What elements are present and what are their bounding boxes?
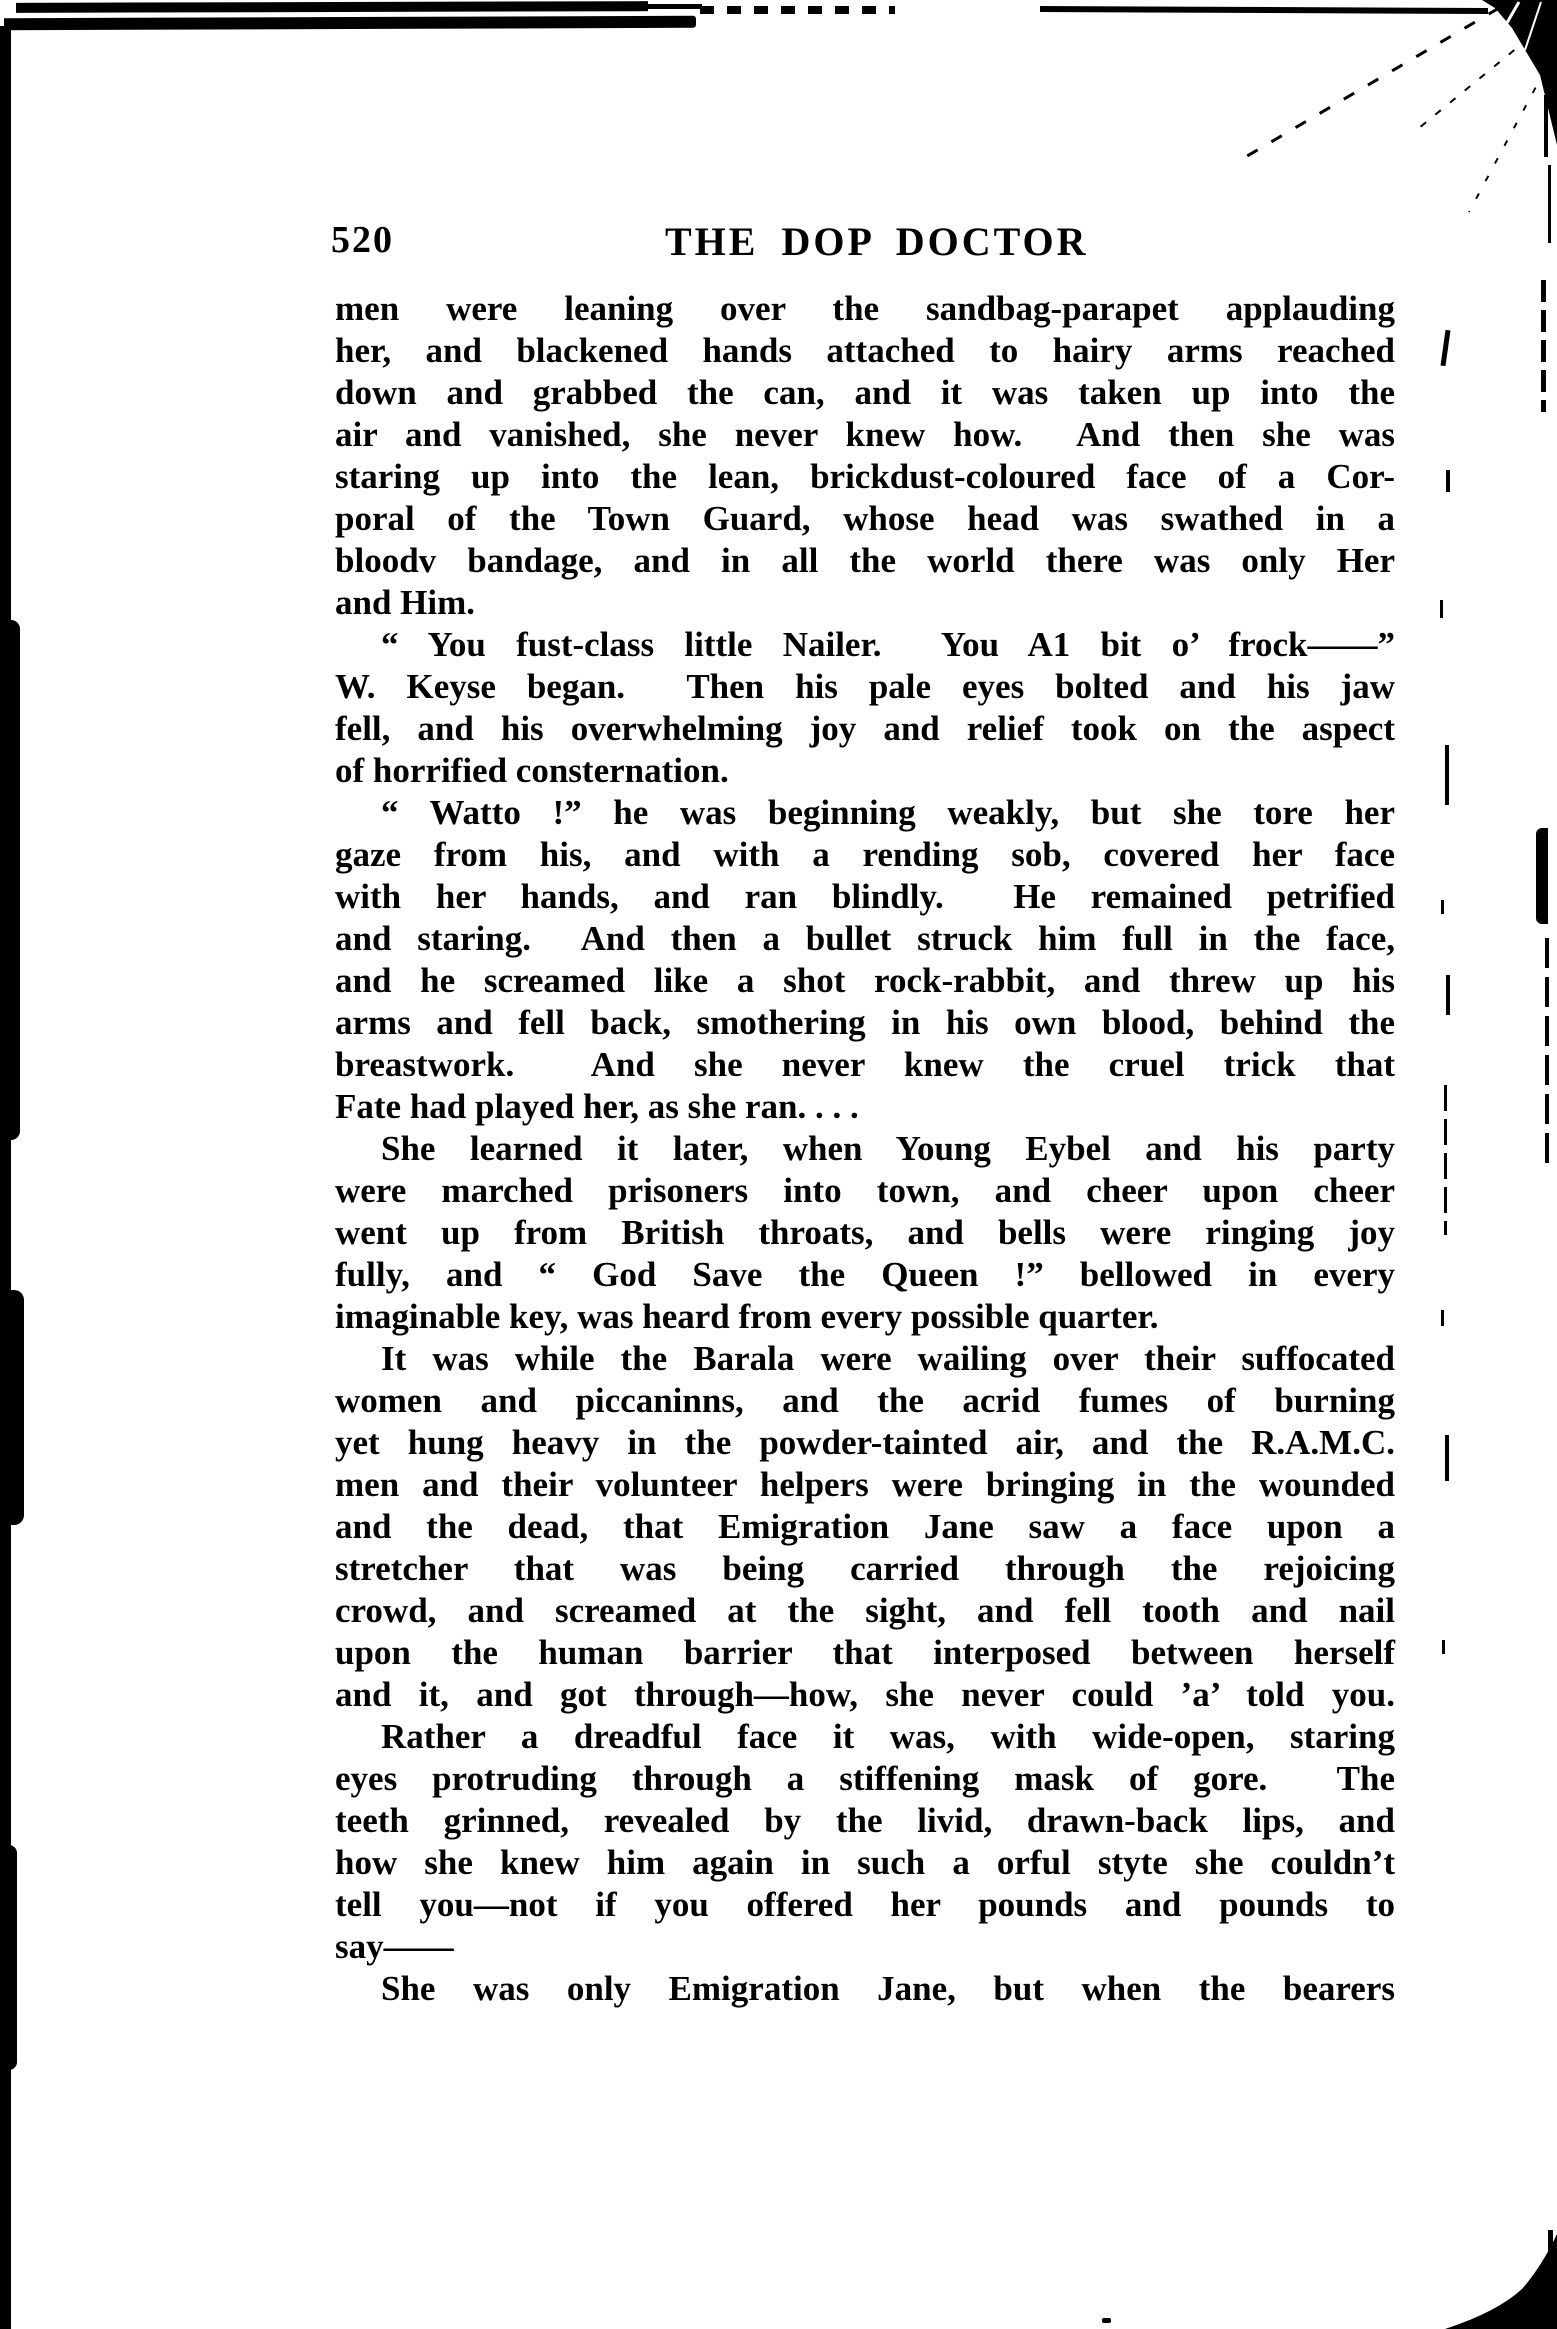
text-line: crowd, and screamed at the sight, and fell tooth and nail (335, 1591, 1395, 1630)
body-text (335, 288, 1395, 2010)
text-line: gaze from his, and with a rending sob, covered her face (335, 835, 1395, 874)
text-line: stretcher that was being carried through the rejoicing (335, 1549, 1395, 1588)
scan-artifact-corner-scratches (1097, 0, 1557, 270)
text-line: upon the human barrier that interposed between herself (335, 1633, 1395, 1672)
text-line: and it, and got through—how, she never could ’a’ told you. (335, 1675, 1395, 1714)
text-line: her, and blackened hands attached to hairy arms reached (335, 331, 1395, 370)
text-line: poral of the Town Guard, whose head was swathed in a (335, 499, 1395, 538)
text-line: She learned it later, when Young Eybel and his party (381, 1129, 1395, 1168)
text-line: and the dead, that Emigration Jane saw a face upon a (335, 1507, 1395, 1546)
text-line: Rather a dreadful face it was, with wide-open, staring (381, 1717, 1395, 1756)
scan-artifact-margin-mark (1441, 900, 1444, 914)
scan-artifact-top-dashes (700, 6, 895, 14)
scan-artifact-left-edge (0, 1290, 24, 1525)
text-line: imaginable key, was heard from every possible quarter. (335, 1297, 1159, 1336)
text-line: were marched prisoners into town, and cheer upon cheer (335, 1171, 1395, 1210)
scan-artifact-margin-mark (1442, 1640, 1445, 1654)
scan-artifact-margin-mark (1444, 1085, 1447, 1235)
scan-artifact-margin-mark (1440, 600, 1443, 618)
text-line: “ Watto !” he was beginning weakly, but she tore her (381, 793, 1395, 832)
text-line: W. Keyse began. Then his pale eyes bolted and his jaw (335, 667, 1395, 706)
text-line: teeth grinned, revealed by the livid, drawn-back lips, and (335, 1801, 1395, 1840)
text-line: arms and fell back, smothering in his own blood, behind the (335, 1003, 1395, 1042)
text-line: eyes protruding through a stiffening mask of gore. The (335, 1759, 1395, 1798)
page-title: THE DOP DOCTOR (665, 219, 1089, 264)
text-line: fell, and his overwhelming joy and relief took on the aspect (335, 709, 1395, 748)
text-line: fully, and “ God Save the Queen !” bellowed in every (335, 1255, 1395, 1294)
text-line: and he screamed like a shot rock-rabbit, and threw up his (335, 961, 1395, 1000)
scan-artifact-margin-mark (1445, 745, 1449, 805)
scan-artifact-left-edge (0, 1845, 17, 2070)
text-line: went up from British throats, and bells were ringing joy (335, 1213, 1395, 1252)
scan-artifact-right-edge (1541, 280, 1546, 412)
text-line: staring up into the lean, brickdust-coloured face of a Cor- (335, 457, 1395, 496)
scan-artifact-right-edge (1536, 828, 1548, 924)
text-line: tell you—not if you offered her pounds and pounds to (335, 1885, 1395, 1924)
scan-artifact-margin-mark (1441, 330, 1451, 366)
text-line: She was only Emigration Jane, but when the bearers (381, 1969, 1395, 2008)
scan-artifact-margin-mark (1445, 1435, 1449, 1481)
text-line: how she knew him again in such a orful styte she couldn’t (335, 1843, 1395, 1882)
text-line: men were leaning over the sandbag-parapet applauding (335, 289, 1395, 328)
text-line: of horrified consternation. (335, 751, 729, 790)
text-line: women and piccaninns, and the acrid fumes of burning (335, 1381, 1395, 1420)
scan-artifact-speck (1102, 2318, 1111, 2323)
text-line: Fate had played her, as she ran. . . . (335, 1087, 859, 1126)
text-line: It was while the Barala were wailing over their suffocated (381, 1339, 1395, 1378)
text-line: yet hung heavy in the powder-tainted air, and the R.A.M.C. (335, 1423, 1395, 1462)
page-number: 520 (331, 219, 394, 261)
text-line: with her hands, and ran blindly. He remained petrified (335, 877, 1395, 916)
scan-artifact-right-edge (1545, 938, 1549, 1170)
text-line: bloodv bandage, and in all the world there was only Her (335, 541, 1395, 580)
scan-artifact-top-bar (16, 1, 648, 13)
scan-artifact-left-edge (0, 620, 20, 1140)
text-line: down and grabbed the can, and it was taken up into the (335, 373, 1395, 412)
scan-artifact-margin-mark (1446, 975, 1450, 1015)
text-line: and Him. (335, 583, 476, 622)
text-line: air and vanished, she never knew how. And then she was (335, 415, 1395, 454)
text-line: “ You fust-class little Nailer. You A1 bit o’ frock——” (381, 625, 1395, 664)
scan-artifact-bottom-corner (1427, 2234, 1557, 2329)
text-line: men and their volunteer helpers were bringing in the wounded (335, 1465, 1395, 1504)
text-line: say—— (335, 1927, 454, 1966)
scan-artifact-top-bar (646, 4, 702, 9)
scan-artifact-top-bar (4, 16, 696, 30)
text-line: and staring. And then a bullet struck him full in the face, (335, 919, 1395, 958)
scan-artifact-margin-mark (1441, 1310, 1444, 1326)
scan-artifact-margin-mark (1446, 470, 1450, 492)
text-line: breastwork. And she never knew the cruel trick that (335, 1045, 1395, 1084)
